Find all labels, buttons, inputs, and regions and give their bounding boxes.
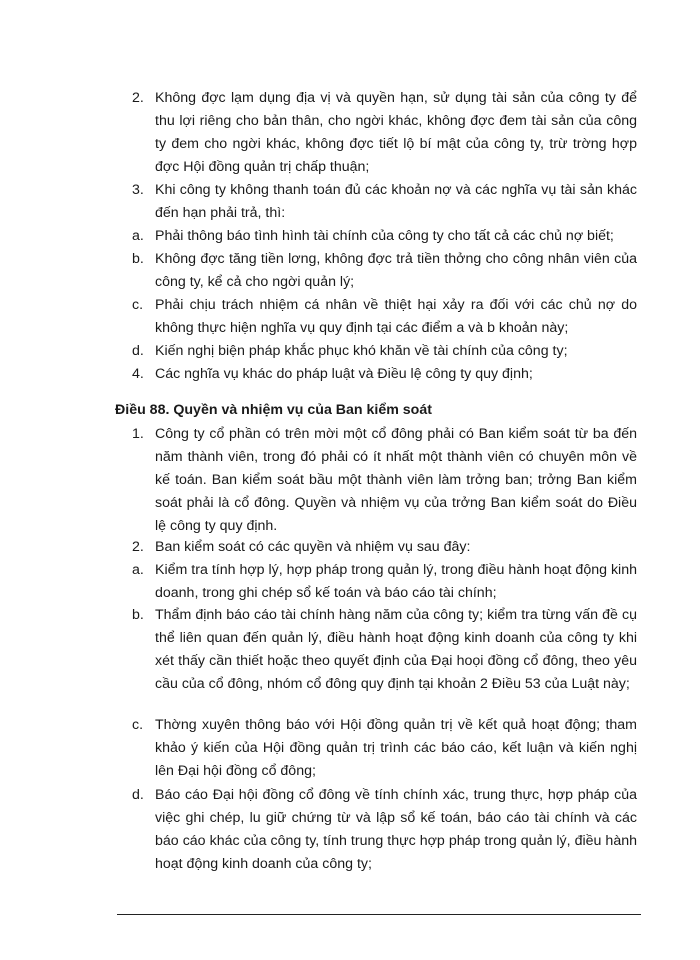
- article-heading: Điều 88. Quyền và nhiệm vụ của Ban kiểm soát: [115, 402, 432, 418]
- list-item: [132, 294, 637, 340]
- item-label: d.: [132, 343, 144, 359]
- item-label: 2.: [132, 539, 144, 555]
- item-text: Thờng xuyên thông báo với Hội đồng quản trị về kết quả hoạt động; tham khảo ý kiến của Hội đồng quản trị trình các báo cáo, kết luận và kiến nghị lên Đại hội đồng cổ đông;: [155, 717, 637, 779]
- item-label: 4.: [132, 366, 144, 382]
- item-text: Thẩm định báo cáo tài chính hàng năm của công ty; kiểm tra từng vấn đề cụ thể liên quan đến quản lý, điều hành hoạt động kinh doanh của công ty khi xét thấy cần thiết hoặc theo quyết định của Đại hoọi đồng cổ đông, theo yêu cầu của cổ đông, nhóm cổ đông quy định tại khoản 2 Điều 53 của Luật này;: [155, 607, 637, 692]
- list-item: [132, 784, 637, 876]
- item-label: 3.: [132, 182, 144, 198]
- list-item: [132, 536, 637, 559]
- item-label: d.: [132, 787, 144, 803]
- item-label: a.: [132, 228, 144, 244]
- list-item: [132, 423, 637, 538]
- list-item: [132, 340, 637, 363]
- list-item: [132, 559, 637, 605]
- item-label: a.: [132, 562, 144, 578]
- item-text: Phải thông báo tình hình tài chính của công ty cho tất cả các chủ nợ biết;: [155, 228, 614, 244]
- item-text: Không đợc lạm dụng địa vị và quyền hạn, sử dụng tài sản của công ty để thu lợi riêng cho bản thân, cho ngời khác, không đợc đem tài sản của công ty đem cho ngời khác, không đợc tiết lộ bí mật của công ty, trừ trờng hợp đợc Hội đồng quản trị chấp thuận;: [155, 90, 637, 175]
- list-item: [132, 248, 637, 294]
- item-label: c.: [132, 297, 144, 313]
- item-text: Phải chịu trách nhiệm cá nhân về thiệt hại xảy ra đối với các chủ nợ do không thực hiện nghĩa vụ quy định tại các điểm a và b khoản này;: [155, 297, 637, 336]
- item-text: Công ty cổ phần có trên mời một cổ đông phải có Ban kiểm soát từ ba đến năm thành viên, trong đó phải có ít nhất một thành viên có chuyên môn về kế toán. Ban kiểm soát bầu một thành viên làm trởng ban; trởng Ban kiểm soát phải là cổ đông. Quyền và nhiệm vụ của trởng Ban kiểm soát do Điều lệ công ty quy định.: [155, 426, 637, 534]
- item-text: Kiến nghị biện pháp khắc phục khó khăn về tài chính của công ty;: [155, 343, 568, 359]
- list-item: [132, 225, 637, 248]
- item-label: 1.: [132, 426, 144, 442]
- list-item: [132, 363, 637, 386]
- list-item: [132, 604, 637, 696]
- item-label: b.: [132, 607, 144, 623]
- item-text: Các nghĩa vụ khác do pháp luật và Điều lệ công ty quy định;: [155, 366, 533, 382]
- item-text: Không đợc tăng tiền lơng, không đợc trả tiền thởng cho công nhân viên của công ty, kể cả cho ngời quản lý;: [155, 251, 637, 290]
- item-text: Kiểm tra tính hợp lý, hợp pháp trong quản lý, trong điều hành hoạt động kinh doanh, trong ghi chép sổ kế toán và báo cáo tài chính;: [155, 562, 637, 601]
- list-item: [132, 714, 637, 783]
- item-label: b.: [132, 251, 144, 267]
- item-label: 2.: [132, 90, 144, 106]
- item-label: c.: [132, 717, 144, 733]
- item-text: Khi công ty không thanh toán đủ các khoản nợ và các nghĩa vụ tài sản khác đến hạn phải trả, thì:: [155, 182, 637, 221]
- list-item: [132, 179, 637, 225]
- list-item: [132, 87, 637, 179]
- item-text: Báo cáo Đại hội đồng cổ đông về tính chính xác, trung thực, hợp pháp của việc ghi chép, lu giữ chứng từ và lập sổ kế toán, báo cáo tài chính và các báo cáo khác của công ty, tính trung thực hợp pháp trong quản lý, điều hành hoạt động kinh doanh của công ty;: [155, 787, 637, 872]
- item-text: Ban kiểm soát có các quyền và nhiệm vụ sau đây:: [155, 539, 471, 555]
- footer-divider: [117, 914, 641, 915]
